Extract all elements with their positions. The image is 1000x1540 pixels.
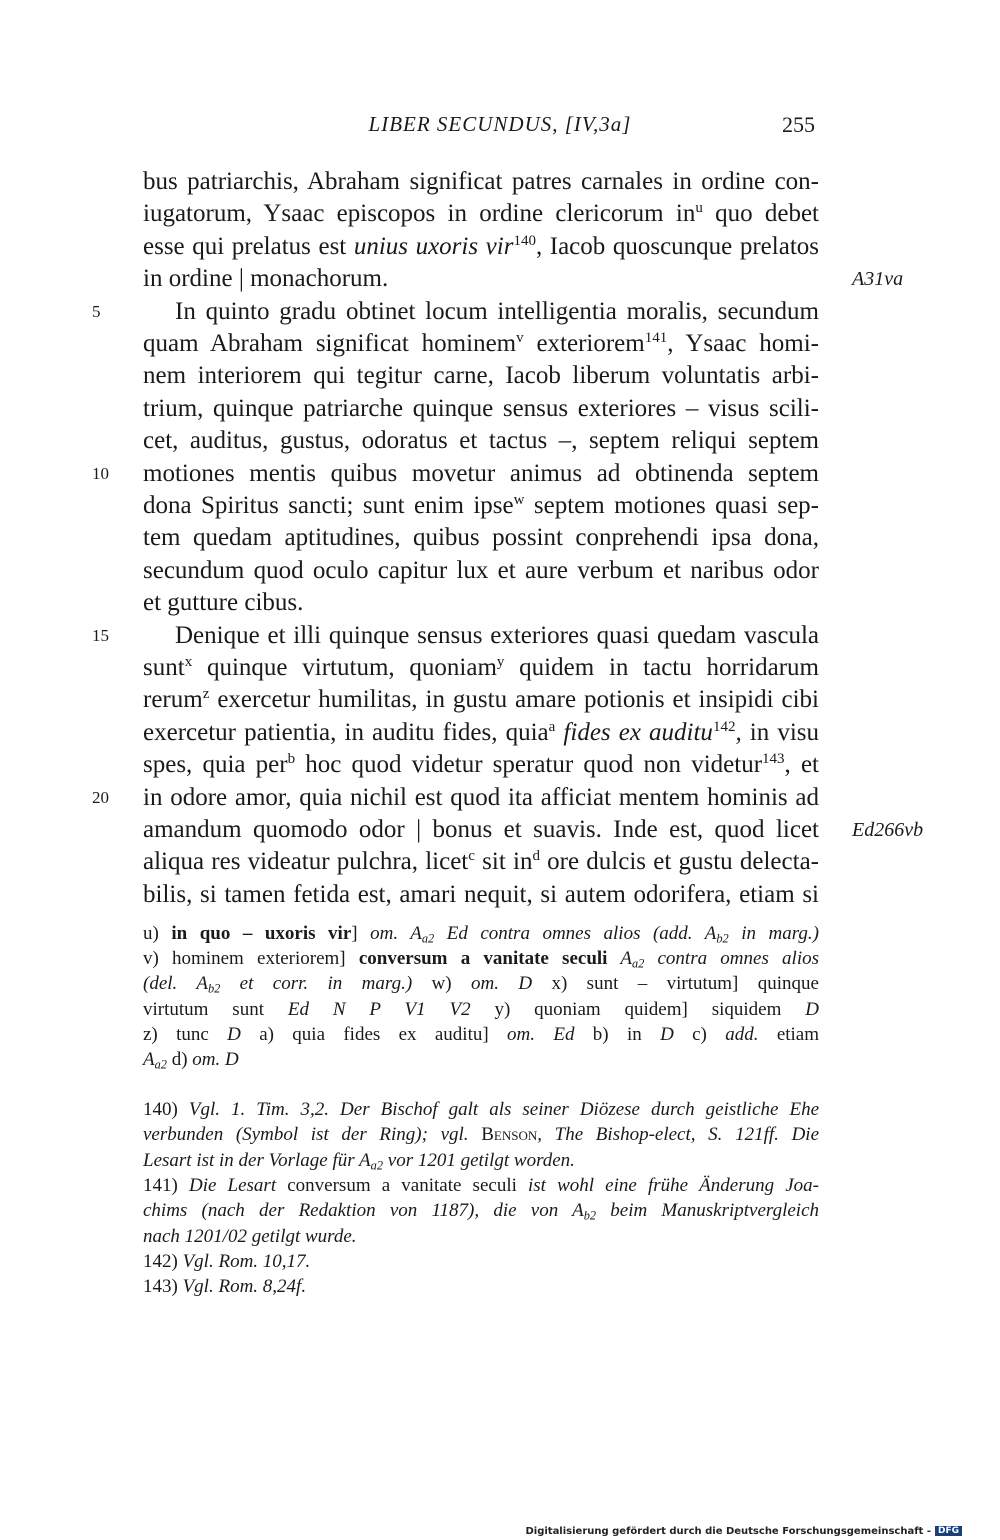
line-line bbox=[143, 749, 819, 781]
text-run: rerum bbox=[143, 686, 203, 714]
text-run: in marg.) bbox=[728, 923, 819, 944]
text-run: c bbox=[468, 848, 475, 865]
margin-siglum: Ed266vb bbox=[852, 819, 924, 841]
line-line bbox=[143, 555, 819, 587]
text-run: u bbox=[695, 200, 703, 217]
text-run: quinque virtutum, quoniam bbox=[192, 654, 497, 681]
text-run: D bbox=[660, 1023, 674, 1045]
text-run: quo debet bbox=[702, 200, 819, 228]
text-run: aliqua res videatur pulchra, licet bbox=[143, 848, 469, 876]
line-line bbox=[143, 166, 819, 198]
line-line bbox=[143, 393, 819, 425]
text-run: A bbox=[143, 1049, 155, 1070]
note-line bbox=[143, 1173, 819, 1199]
text-run: iugatorum, Ysaac episcopos in ordine clericorum in bbox=[143, 200, 696, 228]
text-run: secundum quod oculo capitur lux et aure verbum et naribus odor bbox=[143, 556, 819, 584]
text-run: fides ex auditu bbox=[563, 718, 713, 746]
text-run: 140 bbox=[513, 232, 536, 249]
line-line bbox=[143, 846, 819, 878]
line-line bbox=[143, 231, 819, 263]
text-run: 142) bbox=[143, 1250, 183, 1272]
line-line bbox=[143, 522, 819, 554]
text-run: quidem in tactu horridarum bbox=[504, 654, 819, 681]
line-line bbox=[143, 717, 819, 749]
text-run: 143) bbox=[143, 1276, 183, 1298]
line-line bbox=[143, 458, 819, 490]
text-run: conversum a vanitate seculi bbox=[287, 1174, 517, 1196]
text-run: b2 bbox=[207, 982, 221, 997]
text-run: dona Spiritus sancti; sunt enim ipse bbox=[143, 492, 514, 519]
text-run: tem quedam aptitudines, quibus possint conprehendi ipsa dona, bbox=[143, 524, 819, 552]
line-number: 20 bbox=[92, 787, 109, 807]
text-run: ] bbox=[351, 923, 371, 944]
text-run: exercetur patientia, in auditu fides, quia bbox=[143, 718, 549, 746]
text-run: bilis, si tamen fetida est, amari nequit, si autem odorifera, etiam si bbox=[143, 880, 819, 908]
text-run: , Iacob quoscunque prelatos bbox=[535, 232, 819, 260]
note-line bbox=[143, 1249, 819, 1275]
text-run: x) sunt – virtutum] quinque bbox=[532, 973, 819, 995]
text-run: esse qui prelatus est bbox=[143, 232, 354, 260]
text-run: in odore amor, quia nichil est quod ita afficiat mentem hominis ad bbox=[143, 783, 819, 811]
text-run: a2 bbox=[154, 1057, 167, 1072]
line-line bbox=[143, 587, 819, 619]
text-run: 140) bbox=[143, 1099, 189, 1120]
text-run: v bbox=[516, 330, 524, 346]
credit-text: Digitalisierung gefördert durch die Deutsche Forschungsgemeinschaft - bbox=[525, 1526, 931, 1537]
note-line bbox=[143, 1224, 819, 1250]
text-run: D bbox=[227, 1023, 241, 1045]
text-run: exercetur humilitas, in gustu amare potionis et insipidi cibi bbox=[209, 686, 819, 714]
line-line bbox=[143, 782, 819, 814]
text-run: a2 bbox=[421, 931, 435, 946]
running-title: LIBER SECUNDUS, [IV,3a] bbox=[368, 112, 632, 136]
text-run: sit in bbox=[474, 848, 533, 876]
text-run: hoc quod videtur speratur quod non videtur bbox=[295, 751, 763, 779]
line-line bbox=[143, 652, 819, 684]
text-run: ist wohl eine frühe Änderung Joa- bbox=[516, 1174, 819, 1196]
text-run: chims (nach der Redaktion von 1187), die von A bbox=[143, 1200, 584, 1222]
text-run: quam Abraham significat hominem bbox=[143, 330, 517, 357]
text-run: z) tunc bbox=[143, 1023, 228, 1045]
text-run: u) bbox=[143, 923, 172, 944]
text-run: om. Ed bbox=[507, 1023, 575, 1045]
text-run: beim Manuskriptvergleich bbox=[596, 1200, 819, 1222]
text-run: , The Bishop-elect, S. 121ff. Die bbox=[537, 1124, 819, 1146]
note-line bbox=[143, 1097, 819, 1123]
text-run: et corr. in marg.) bbox=[220, 973, 413, 995]
note-line bbox=[143, 1148, 819, 1174]
digitization-credit bbox=[525, 1526, 962, 1537]
text-run: in ordine | monachorum. bbox=[143, 265, 389, 293]
text-run: virtutum sunt bbox=[143, 998, 288, 1020]
text-run: c) bbox=[673, 1023, 726, 1045]
margin-siglum: A31va bbox=[852, 268, 904, 291]
text-run: 143 bbox=[762, 751, 785, 768]
text-run: motiones mentis quibus movetur animus ad obtinenda septem bbox=[143, 459, 819, 487]
text-run: trium, quinque patriarche quinque sensus exteriores – visus scili- bbox=[143, 394, 819, 422]
app-line bbox=[143, 1047, 819, 1073]
line-line bbox=[143, 425, 819, 457]
text-run: in quo – uxoris vir bbox=[171, 923, 352, 944]
app-line bbox=[143, 946, 819, 972]
line-line bbox=[143, 328, 819, 360]
text-run: exteriorem bbox=[523, 330, 645, 357]
text-run: nem interiorem qui tegitur carne, Iacob liberum voluntatis arbi- bbox=[143, 362, 819, 390]
text-run: a) quia fides ex auditu] bbox=[240, 1023, 508, 1045]
line-line bbox=[143, 814, 819, 846]
text-run: , bbox=[735, 718, 742, 746]
text-run: d) bbox=[166, 1049, 193, 1070]
text-run: et gutture cibus. bbox=[143, 589, 304, 617]
line-line bbox=[143, 490, 819, 522]
text-run: contra omnes alios bbox=[644, 948, 820, 970]
text-run: spes, quia per bbox=[143, 751, 288, 779]
text-run: Ed N P V1 V2 bbox=[287, 998, 471, 1020]
text-run: (del. A bbox=[143, 973, 208, 995]
text-run: A bbox=[607, 948, 632, 970]
app-line bbox=[143, 997, 819, 1023]
app-line bbox=[143, 921, 819, 947]
app-line bbox=[143, 1022, 819, 1048]
text-run: add. bbox=[725, 1023, 759, 1045]
text-run: Die Lesart bbox=[188, 1174, 288, 1196]
text-run: Lesart ist in der Vorlage für A bbox=[143, 1149, 371, 1171]
text-run: In quinto gradu obtinet locum intelligentia moralis, secundum bbox=[175, 297, 819, 325]
text-run: b bbox=[287, 751, 296, 768]
text-run: etiam bbox=[758, 1023, 820, 1045]
text-run: 141 bbox=[644, 330, 668, 346]
text-run: sunt bbox=[143, 654, 185, 681]
line-line bbox=[143, 296, 819, 328]
text-run: Vgl. 1. Tim. 3,2. Der Bischof galt als seiner Diözese durch geistliche Ehe bbox=[188, 1099, 819, 1120]
app-line bbox=[143, 971, 819, 997]
text-run: conversum a vanitate seculi bbox=[358, 948, 608, 970]
text-run: Denique et illi quinque sensus exteriores quasi quedam vascula bbox=[175, 621, 819, 649]
line-number: 10 bbox=[92, 463, 109, 483]
text-run: in visu bbox=[741, 718, 820, 746]
text-run: Vgl. Rom. 10,17. bbox=[182, 1250, 311, 1272]
text-run: a bbox=[548, 718, 556, 735]
note-line bbox=[143, 1198, 819, 1224]
note-line bbox=[143, 1274, 819, 1300]
text-run: cet, auditus, gustus, odoratus et tactus –, septem reliqui septem bbox=[143, 427, 819, 455]
text-run: a2 bbox=[370, 1158, 384, 1173]
text-run: Vgl. Rom. 8,24f. bbox=[182, 1276, 307, 1298]
text-run: bus patriarchis, Abraham significat patres carnales in ordine con- bbox=[143, 168, 819, 195]
text-run: d bbox=[532, 848, 540, 865]
text-run: a2 bbox=[631, 956, 645, 971]
text-run: y) quoniam quidem] siquidem bbox=[470, 998, 806, 1020]
note-line bbox=[143, 1122, 819, 1148]
text-run: v) hominem exteriorem] bbox=[143, 948, 359, 970]
text-run: w) bbox=[412, 973, 471, 995]
text-run: unius uxoris vir bbox=[353, 232, 514, 260]
text-run: D bbox=[805, 998, 819, 1020]
line-line bbox=[143, 360, 819, 392]
text-run: septem motiones quasi sep- bbox=[524, 492, 819, 519]
text-run: Benson bbox=[481, 1124, 538, 1146]
dfg-logo: DFG bbox=[935, 1526, 962, 1536]
text-run: 141) bbox=[143, 1174, 189, 1196]
text-run: nach 1201/02 getilgt wurde. bbox=[143, 1225, 357, 1247]
text-run: b2 bbox=[583, 1208, 597, 1223]
text-run: y bbox=[496, 654, 505, 670]
text-run: ore dulcis et gustu delecta- bbox=[539, 848, 819, 876]
line-number: 5 bbox=[92, 301, 101, 321]
text-run: vor 1201 getilgt worden. bbox=[383, 1149, 575, 1171]
text-run: om. A bbox=[370, 923, 422, 944]
page-number: 255 bbox=[782, 112, 815, 137]
line-number: 15 bbox=[92, 625, 109, 645]
line-line bbox=[143, 879, 819, 911]
text-run: 142 bbox=[712, 718, 736, 735]
text-run: b2 bbox=[716, 931, 729, 946]
text-run: Ed contra omnes alios (add. A bbox=[434, 923, 717, 944]
text-run: w bbox=[513, 492, 525, 508]
line-line bbox=[143, 198, 819, 230]
text-run: amandum quomodo odor | bonus et suavis. Inde est, quod licet bbox=[143, 816, 819, 843]
text-run: z bbox=[202, 686, 210, 703]
text-run: , Ysaac homi- bbox=[667, 330, 819, 357]
text-run: x bbox=[184, 654, 193, 670]
text-run: om. D bbox=[471, 973, 533, 995]
text-run: om. D bbox=[192, 1049, 239, 1070]
line-line bbox=[143, 263, 819, 295]
line-line bbox=[143, 620, 819, 652]
text-run: verbunden (Symbol ist der Ring); vgl. bbox=[143, 1124, 482, 1146]
text-run: , et bbox=[784, 751, 819, 779]
text-run: b) in bbox=[574, 1023, 661, 1045]
line-line bbox=[143, 684, 819, 716]
